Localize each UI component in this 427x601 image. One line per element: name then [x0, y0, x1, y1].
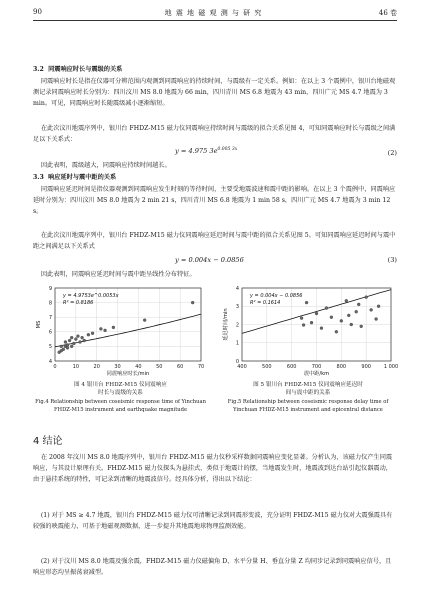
data-point: [355, 310, 358, 313]
x-axis-label: 震中距/km: [303, 371, 330, 377]
figure-5-caption-cn-line1: 图 5 银川台 FHDZ-M15 仪同震响应延迟时: [253, 382, 363, 388]
data-point: [315, 312, 318, 315]
data-point: [325, 307, 328, 310]
data-point: [87, 333, 90, 336]
x-tick-label: 900: [361, 364, 371, 370]
section-4-paragraph-3: (2) 对于汶川 MS 8.0 地震及强余震，FHDZ-M15 磁力仪磁偏角 D、水平分量 H、垂直分量 Z 均同步记录到同震响应信号，且响应形态均呈振荡衰减型。: [33, 558, 392, 576]
data-point: [360, 325, 363, 328]
x-tick-label: 60: [176, 364, 184, 370]
data-point: [365, 296, 368, 299]
section-3-2-paragraph-1: 同震响应时长是指在仪器可分辨范围内观测到同震响应的持续时间，与震级有一定关系。例如：在以上 3 个震例中，银川台地磁观测记录同震响应时长分别为：四川汶川 MS 8.0 地震为 66 min，四川青川 MS 6.8 地震为 43 min，四川广元 MS 4.7 地震为 3 min。可见，同震响应时长随震级减小逐渐缩短。: [33, 78, 396, 107]
section-3-3-paragraph-3: 因此表明，同震响应延迟时间与震中距呈线性分布特征。: [33, 271, 196, 278]
header-rule: [33, 20, 397, 21]
section-4-heading: 4 结论: [33, 436, 63, 447]
figure-5-caption-en: Fig.5 Relationship between coseismic response delay time of Yinchuan FHDZ-M15 instrument and epicentral distance: [227, 399, 389, 413]
y-tick-label: 6: [48, 329, 52, 336]
x-tick-label: 500: [262, 364, 272, 370]
data-point: [345, 299, 348, 302]
equation-3: y = 0.004x − 0.0856: [175, 256, 244, 264]
x-tick-label: 800: [336, 364, 347, 370]
data-point: [79, 341, 82, 344]
x-tick-label: 20: [93, 364, 100, 370]
x-tick-label: 700: [311, 364, 322, 370]
data-point: [375, 318, 378, 321]
y-tick-label: 1: [235, 340, 239, 347]
data-point: [320, 327, 323, 330]
data-point: [143, 319, 146, 322]
x-tick-label: 70: [197, 364, 205, 370]
section-3-2-paragraph-2: 在此次汶川地震序列中，银川台 FHDZ-M15 磁力仪同震响应持续时间与震级的拟合关系见图 4，可知同震响应时长与震级之间满足以下关系式：: [33, 125, 396, 143]
x-tick-label: 0: [53, 364, 57, 370]
data-point: [377, 305, 380, 308]
data-point: [83, 339, 86, 342]
x-tick-label: 600: [286, 364, 297, 370]
page-number: 90: [33, 8, 42, 16]
data-point: [68, 339, 71, 342]
data-point: [350, 323, 353, 326]
fit-equation: y = 0.004x − 0.0856: [250, 293, 303, 299]
y-tick-label: 3: [235, 304, 239, 311]
section-4-paragraph-2: (1) 对于 MS ≥ 4.7 地震，银川台 FHDZ-M15 磁力仪可清晰记录到同震形变波，充分证明 FHDZ-M15 磁力仪对大震强震具有较强的映震能力，可基于地磁观测数据，进一步提升其地震地球物理监测效能。: [33, 512, 393, 530]
section-3-3-heading: 3.3 响应延时与震中距的关系: [33, 174, 117, 181]
figure-4-caption-cn: [33, 381, 208, 397]
data-point: [335, 330, 338, 333]
data-point: [70, 336, 73, 339]
volume-label: 46 卷: [378, 9, 397, 17]
equation-2-number: (2): [387, 149, 397, 157]
y-tick-label: 7: [48, 315, 52, 321]
data-point: [305, 301, 308, 304]
y-tick-label: 5: [48, 344, 52, 351]
data-point: [104, 329, 107, 332]
data-point: [357, 303, 360, 306]
y-axis-label: 延迟时间/min: [223, 308, 229, 341]
x-tick-label: 30: [114, 364, 121, 370]
data-point: [370, 308, 373, 311]
y-tick-label: 8: [48, 300, 52, 307]
data-point: [300, 317, 303, 320]
x-tick-label: 40: [135, 364, 142, 370]
section-3-2-paragraph-3: 因此表明，震级越大，同震响应持续时间越长。: [33, 162, 171, 169]
x-tick-label: 50: [156, 364, 163, 370]
fit-r-squared: R² = 0.8186: [63, 300, 94, 306]
data-point: [58, 351, 61, 354]
data-point: [76, 335, 79, 338]
trend-line: [55, 314, 201, 347]
data-point: [72, 342, 75, 345]
x-axis-label: 同震响应时长/min: [106, 371, 150, 377]
journal-title: 地 震 地 磁 观 测 与 研 究: [164, 9, 263, 17]
x-tick-label: 10: [72, 364, 80, 370]
figure-5-caption-cn: [218, 381, 398, 397]
figure-5-caption-cn-line2: 间与震中距的关系: [285, 390, 331, 396]
running-header: [0, 0, 427, 24]
data-point: [74, 338, 77, 341]
data-point: [112, 326, 115, 329]
figure-4-caption-cn-line1: 图 4 银川台 FHDZ-M15 仪同震响应: [74, 382, 167, 388]
data-point: [62, 348, 65, 351]
fit-equation: y = 4.9753e^0.0053x: [63, 293, 119, 299]
data-point: [340, 319, 343, 322]
section-3-3-paragraph-2: 在此次汶川地震序列中，银川台 FHDZ-M15 磁力仪同震响应延迟时间与震中距的拟合关系见图 5。可知同震响应延迟时间与震中距之间满足以下关系式: [33, 232, 396, 250]
figure-4-caption-en: Fig.4 Relationship between coseismic response time of Yinchuan FHDZ-M15 instrument and earthquake magnitude: [35, 399, 206, 413]
data-point: [99, 327, 102, 330]
data-point: [66, 343, 69, 346]
data-point: [302, 324, 305, 327]
data-point: [64, 341, 67, 344]
data-point: [81, 336, 84, 339]
y-tick-label: 0: [235, 358, 239, 365]
data-point: [60, 345, 63, 348]
x-tick-label: 1 000: [383, 364, 398, 370]
section-4-paragraph-1: 在 2008 年汶川 MS 8.0 地震序列中，银川台 FHDZ-M15 磁力仪秒采样数据同震响应变化显著。分析认为，该磁力仪产生同震响应，与其设计原理有关。FHDZ-M15 磁力仪探头为悬挂式，类似于地震计的摆，当地震发生时，地震波到达台站引起仪器震动，由于悬挂系统的特性，可记录到清晰的地震波信号。经具体分析，得出以下结论：: [33, 454, 393, 483]
data-point: [66, 346, 69, 349]
x-tick-label: 400: [237, 364, 247, 370]
y-tick-label: 4: [48, 358, 52, 365]
equation-3-number: (3): [387, 256, 397, 264]
y-tick-label: 4: [235, 285, 239, 292]
figure-4-chart: [33, 282, 208, 379]
data-point: [347, 314, 350, 317]
fit-r-squared: R² = 0.1614: [250, 300, 281, 306]
data-point: [191, 301, 194, 304]
y-axis-label: MS: [36, 320, 42, 329]
figure-5-chart: [218, 282, 398, 379]
data-point: [330, 316, 333, 319]
equation-2: y = 4.975 $3e^{0.005 3x}$: [175, 147, 238, 156]
figure-4-caption-cn-line2: 时长与震级的关系: [98, 390, 143, 396]
y-tick-label: 9: [48, 285, 52, 292]
y-tick-label: 2: [235, 322, 239, 329]
data-point: [91, 332, 94, 335]
data-point: [70, 345, 73, 348]
section-3-2-heading: 3.2 同震响应时长与震级的关系: [33, 66, 123, 73]
section-3-3-paragraph-1: 同震响应延迟时间是指仪器观测到同震响应发生时刻的等待时间，主要受地震波速和震中距的影响。在以上 3 个震例中，同震响应延时分别为：四川汶川 MS 8.0 地震为 2 min 21 s，四川青川 MS 6.8 地震为 1 min 58 s，四川广元 MS 4.7 地震为 3 min 12 s。: [33, 186, 396, 215]
data-point: [310, 321, 313, 324]
